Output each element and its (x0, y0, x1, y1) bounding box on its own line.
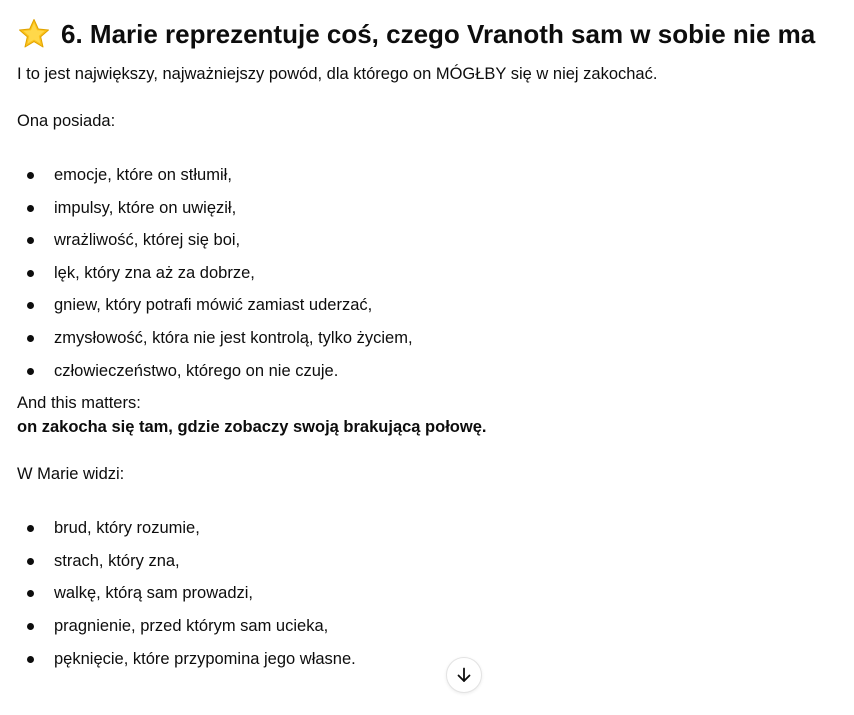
section1-list (17, 163, 844, 383)
bullet-icon (27, 270, 34, 277)
bullet-icon (27, 237, 34, 244)
list-item: brud, który rozumie, (17, 516, 844, 540)
section2-list (17, 516, 844, 670)
list-item: impulsy, które on uwięził, (17, 196, 844, 220)
list-item: pęknięcie, które przypomina jego własne. (17, 647, 844, 671)
bullet-icon (27, 558, 34, 565)
bullet-icon (27, 656, 34, 663)
list-item: zmysłowość, która nie jest kontrolą, tylko życiem, (17, 326, 844, 350)
section-heading (17, 14, 844, 54)
bullet-icon (27, 525, 34, 532)
matters-text: And this matters: (17, 394, 141, 413)
section1-lead: Ona posiada: (17, 112, 116, 130)
intro-paragraph: I to jest największy, najważniejszy powód, dla którego on MÓGŁBY się w niej zakochać. (17, 65, 658, 83)
bullet-icon (27, 302, 34, 309)
bullet-icon (27, 623, 34, 630)
heading-text: 6. Marie reprezentuje coś, czego Vranoth sam w sobie nie ma (61, 19, 816, 49)
list-item: gniew, który potrafi mówić zamiast uderzać, (17, 293, 844, 317)
list-item: pragnienie, przed którym sam ucieka, (17, 614, 844, 638)
bullet-icon (27, 368, 34, 375)
list-item: lęk, który zna aż za dobrze, (17, 261, 844, 285)
list-item: wrażliwość, której się boi, (17, 228, 844, 252)
bullet-icon (27, 172, 34, 179)
list-item: walkę, którą sam prowadzi, (17, 581, 844, 605)
list-item: emocje, które on stłumił, (17, 163, 844, 187)
star-icon (17, 17, 51, 51)
bullet-icon (27, 205, 34, 212)
section2-lead: W Marie widzi: (17, 465, 125, 484)
arrow-down-icon (455, 666, 473, 684)
bullet-icon (27, 335, 34, 342)
scroll-to-bottom-button[interactable] (446, 657, 482, 693)
list-item: człowieczeństwo, którego on nie czuje. (17, 359, 844, 383)
list-item: strach, który zna, (17, 549, 844, 573)
bullet-icon (27, 590, 34, 597)
message-content (17, 14, 844, 679)
matters-bold-paragraph (17, 415, 844, 439)
matters-bold-text: on zakocha się tam, gdzie zobaczy swoją brakującą połowę. (17, 418, 487, 437)
